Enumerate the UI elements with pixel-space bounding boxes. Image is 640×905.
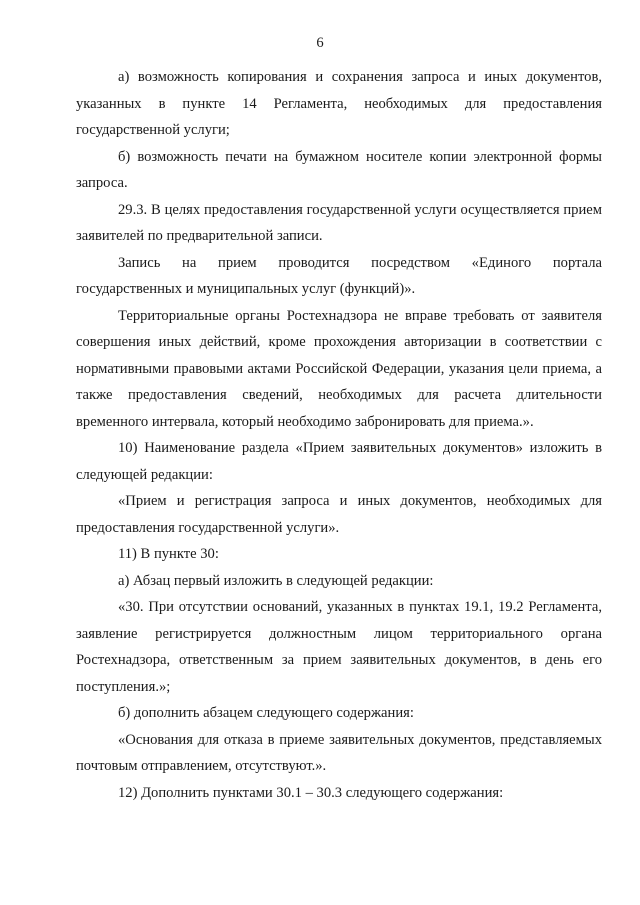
paragraph-item-11-a: а) Абзац первый изложить в следующей редакции:	[118, 572, 434, 589]
page-number: 6	[316, 35, 324, 51]
paragraph-29-3: 29.3. В целях предоставления государственной услуги осуществляется прием заявителей по предварительной записи.	[76, 201, 602, 244]
document-body	[76, 64, 602, 806]
paragraph-item-11-b: б) дополнить абзацем следующего содержания:	[118, 705, 414, 721]
paragraph-point-30: «30. При отсутствии оснований, указанных в пунктах 19.1, 19.2 Регламента, заявление регистрируется должностным лицом территориального органа Ростехнадзора, ответственным за прием заявительных документов, в день его поступления.»;	[76, 599, 602, 695]
paragraph-item-11: 11) В пункте 30:	[118, 546, 219, 562]
paragraph-territorial-bodies: Территориальные органы Ростехнадзора не вправе требовать от заявителя совершения иных действий, кроме прохождения авторизации в соответствии с нормативными правовыми актами Российской Федерации, указания цели приема, а также предоставления сведений, необходимых для расчета длительности временного интервала, который необходимо забронировать для приема.».	[76, 307, 602, 430]
paragraph-print: б) возможность печати на бумажном носителе копии электронной формы запроса.	[76, 148, 602, 191]
paragraph-item-12: 12) Дополнить пунктами 30.1 – 30.3 следующего содержания:	[118, 784, 504, 801]
paragraph-appointment-portal: Запись на прием проводится посредством «Единого портала государственных и муниципальных услуг (функций)».	[76, 254, 602, 297]
paragraph-item-10: 10) Наименование раздела «Прием заявительных документов» изложить в следующей редакции:	[76, 440, 602, 483]
paragraph-section-title: «Прием и регистрация запроса и иных документов, необходимых для предоставления государственной услуги».	[76, 493, 602, 536]
paragraph-copy-save: а) возможность копирования и сохранения запроса и иных документов, указанных в пункте 14 Регламента, необходимых для предоставления государственной услуги;	[76, 69, 602, 138]
paragraph-refusal-grounds: «Основания для отказа в приеме заявительных документов, представляемых почтовым отправлением, отсутствуют.».	[76, 731, 602, 774]
